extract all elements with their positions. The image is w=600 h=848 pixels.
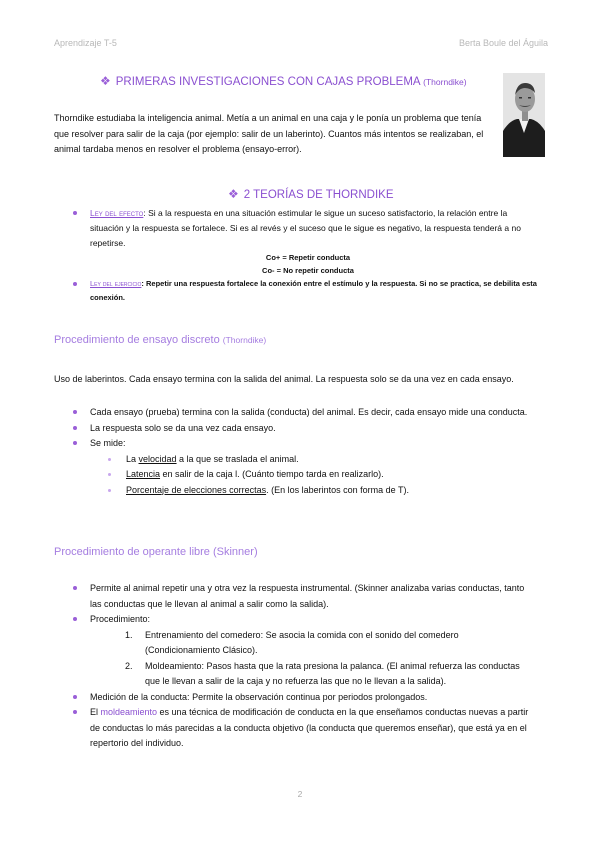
b4-pre: El (90, 707, 101, 717)
measure-post: en salir de la caja l. (Cuánto tiempo tarda en realizarlo). (160, 469, 384, 479)
list-item (73, 612, 533, 690)
section-title-cajas-problema (100, 74, 467, 88)
section-title-operante-libre: Procedimiento de operante libre (Skinner) (54, 546, 258, 558)
formula-positive: Co+ = Repetir conducta (265, 253, 351, 262)
thorndike-portrait (503, 73, 545, 157)
law-exercise-name: Ley del ejercicio (90, 279, 142, 288)
list-item-text: Se mide: (90, 438, 126, 448)
b4-post: es una técnica de modificación de conducta en la que enseñamos conductas nuevas a partir de conductas lo más parecidas a la conducta objetivo (la conducta que queremos enseñar), que está ya en el repertorio del individuo. (90, 707, 529, 748)
step-number: 1. (125, 629, 133, 640)
page-number: 2 (297, 789, 303, 799)
measure-pre: La (126, 453, 139, 464)
law-exercise-text: : Repetir una respuesta fortalece la conexión entre el estímulo y la respuesta. Si no se practica, se debilita esta conexión. (90, 279, 537, 302)
ensayo-list (73, 405, 533, 498)
diamond-bullet-icon: ❖ (100, 74, 111, 88)
header-right: Berta Boule del Águila (458, 38, 548, 48)
title-text: Procedimiento de ensayo discreto (54, 334, 220, 346)
measure-term: velocidad (138, 453, 177, 464)
title-text: PRIMERAS INVESTIGACIONES CON CAJAS PROBLEMA (115, 76, 420, 88)
list-item (108, 452, 533, 468)
title-text: 2 TEORÍAS DE THORNDIKE (243, 189, 394, 201)
measures-list (90, 452, 533, 499)
step-item (90, 659, 533, 690)
law-effect-name: Ley del efecto (90, 208, 144, 218)
list-item-text: Procedimiento: (90, 614, 151, 624)
header-left: Aprendizaje T-5 (54, 38, 117, 48)
list-item (108, 483, 533, 499)
step-text: Entrenamiento del comedero: Se asocia la comida con el sonido del comedero (Condicionamiento Clásico). (145, 629, 459, 655)
list-item: Permite al animal repetir una y otra vez la respuesta instrumental. (Skinner analizaba varias conductas, tanto las conductas que le llevan al animal a salir como la salida). (73, 581, 533, 612)
list-item (73, 277, 543, 305)
formula-negative: Co- = No repetir conducta (262, 266, 354, 275)
section-title-ensayo-discreto (54, 334, 266, 346)
portrait-image-icon (503, 73, 545, 157)
title-author: (Thorndike) (222, 335, 267, 345)
step-text: Moldeamiento: Pasos hasta que la rata presiona la palanca. (El animal refuerza las conductas que le llevan a salir de la caja y no refuerza las que no le llevan a la salida). (145, 660, 520, 686)
list-item (73, 436, 533, 498)
measure-term: Latencia (126, 469, 161, 479)
list-item (73, 705, 533, 752)
operante-list (73, 581, 533, 752)
step-item (90, 628, 533, 659)
diamond-bullet-icon: ❖ (228, 187, 239, 201)
intro-paragraph: Thorndike estudiaba la inteligencia animal. Metía a un animal en una caja y le ponía un problema que tenía que resolver para salir de la caja (por ejemplo: salir de un laberinto). Cuantos más intentos se realizaban, el animal tardaba menos en resolver el problema (ensayo-error). (54, 113, 484, 154)
procedure-steps (90, 628, 533, 690)
title-author: (Thorndike) (423, 77, 467, 87)
list-item (73, 206, 543, 277)
laws-list (73, 206, 543, 305)
list-item: La respuesta solo se da una vez cada ensayo. (73, 421, 533, 437)
section-title-teorias (228, 187, 394, 201)
list-item: Cada ensayo (prueba) termina con la salida (conducta) del animal. Es decir, cada ensayo mide una conducta. (73, 405, 533, 421)
step-number: 2. (125, 660, 133, 671)
measure-term: Porcentaje de elecciones correctas (126, 484, 267, 495)
law-effect-text: : Si a la respuesta en una situación estimular le sigue un suceso satisfactorio, la relación entre la situación y la respuesta se fortalece. Si es al revés y el suceso que le sigue es negativo, la respuesta tenderá a no repetirse. (90, 208, 521, 248)
list-item: Medición de la conducta: Permite la observación continua por periodos prolongados. (73, 690, 533, 706)
moldeamiento-term: moldeamiento (100, 707, 158, 717)
measure-post: a la que se traslada el animal. (176, 453, 299, 464)
list-item (108, 467, 533, 483)
ensayo-intro: Uso de laberintos. Cada ensayo termina con la salida del animal. La respuesta solo se da una vez en cada ensayo. (54, 374, 514, 384)
measure-post: . (En los laberintos con forma de T). (266, 484, 409, 495)
